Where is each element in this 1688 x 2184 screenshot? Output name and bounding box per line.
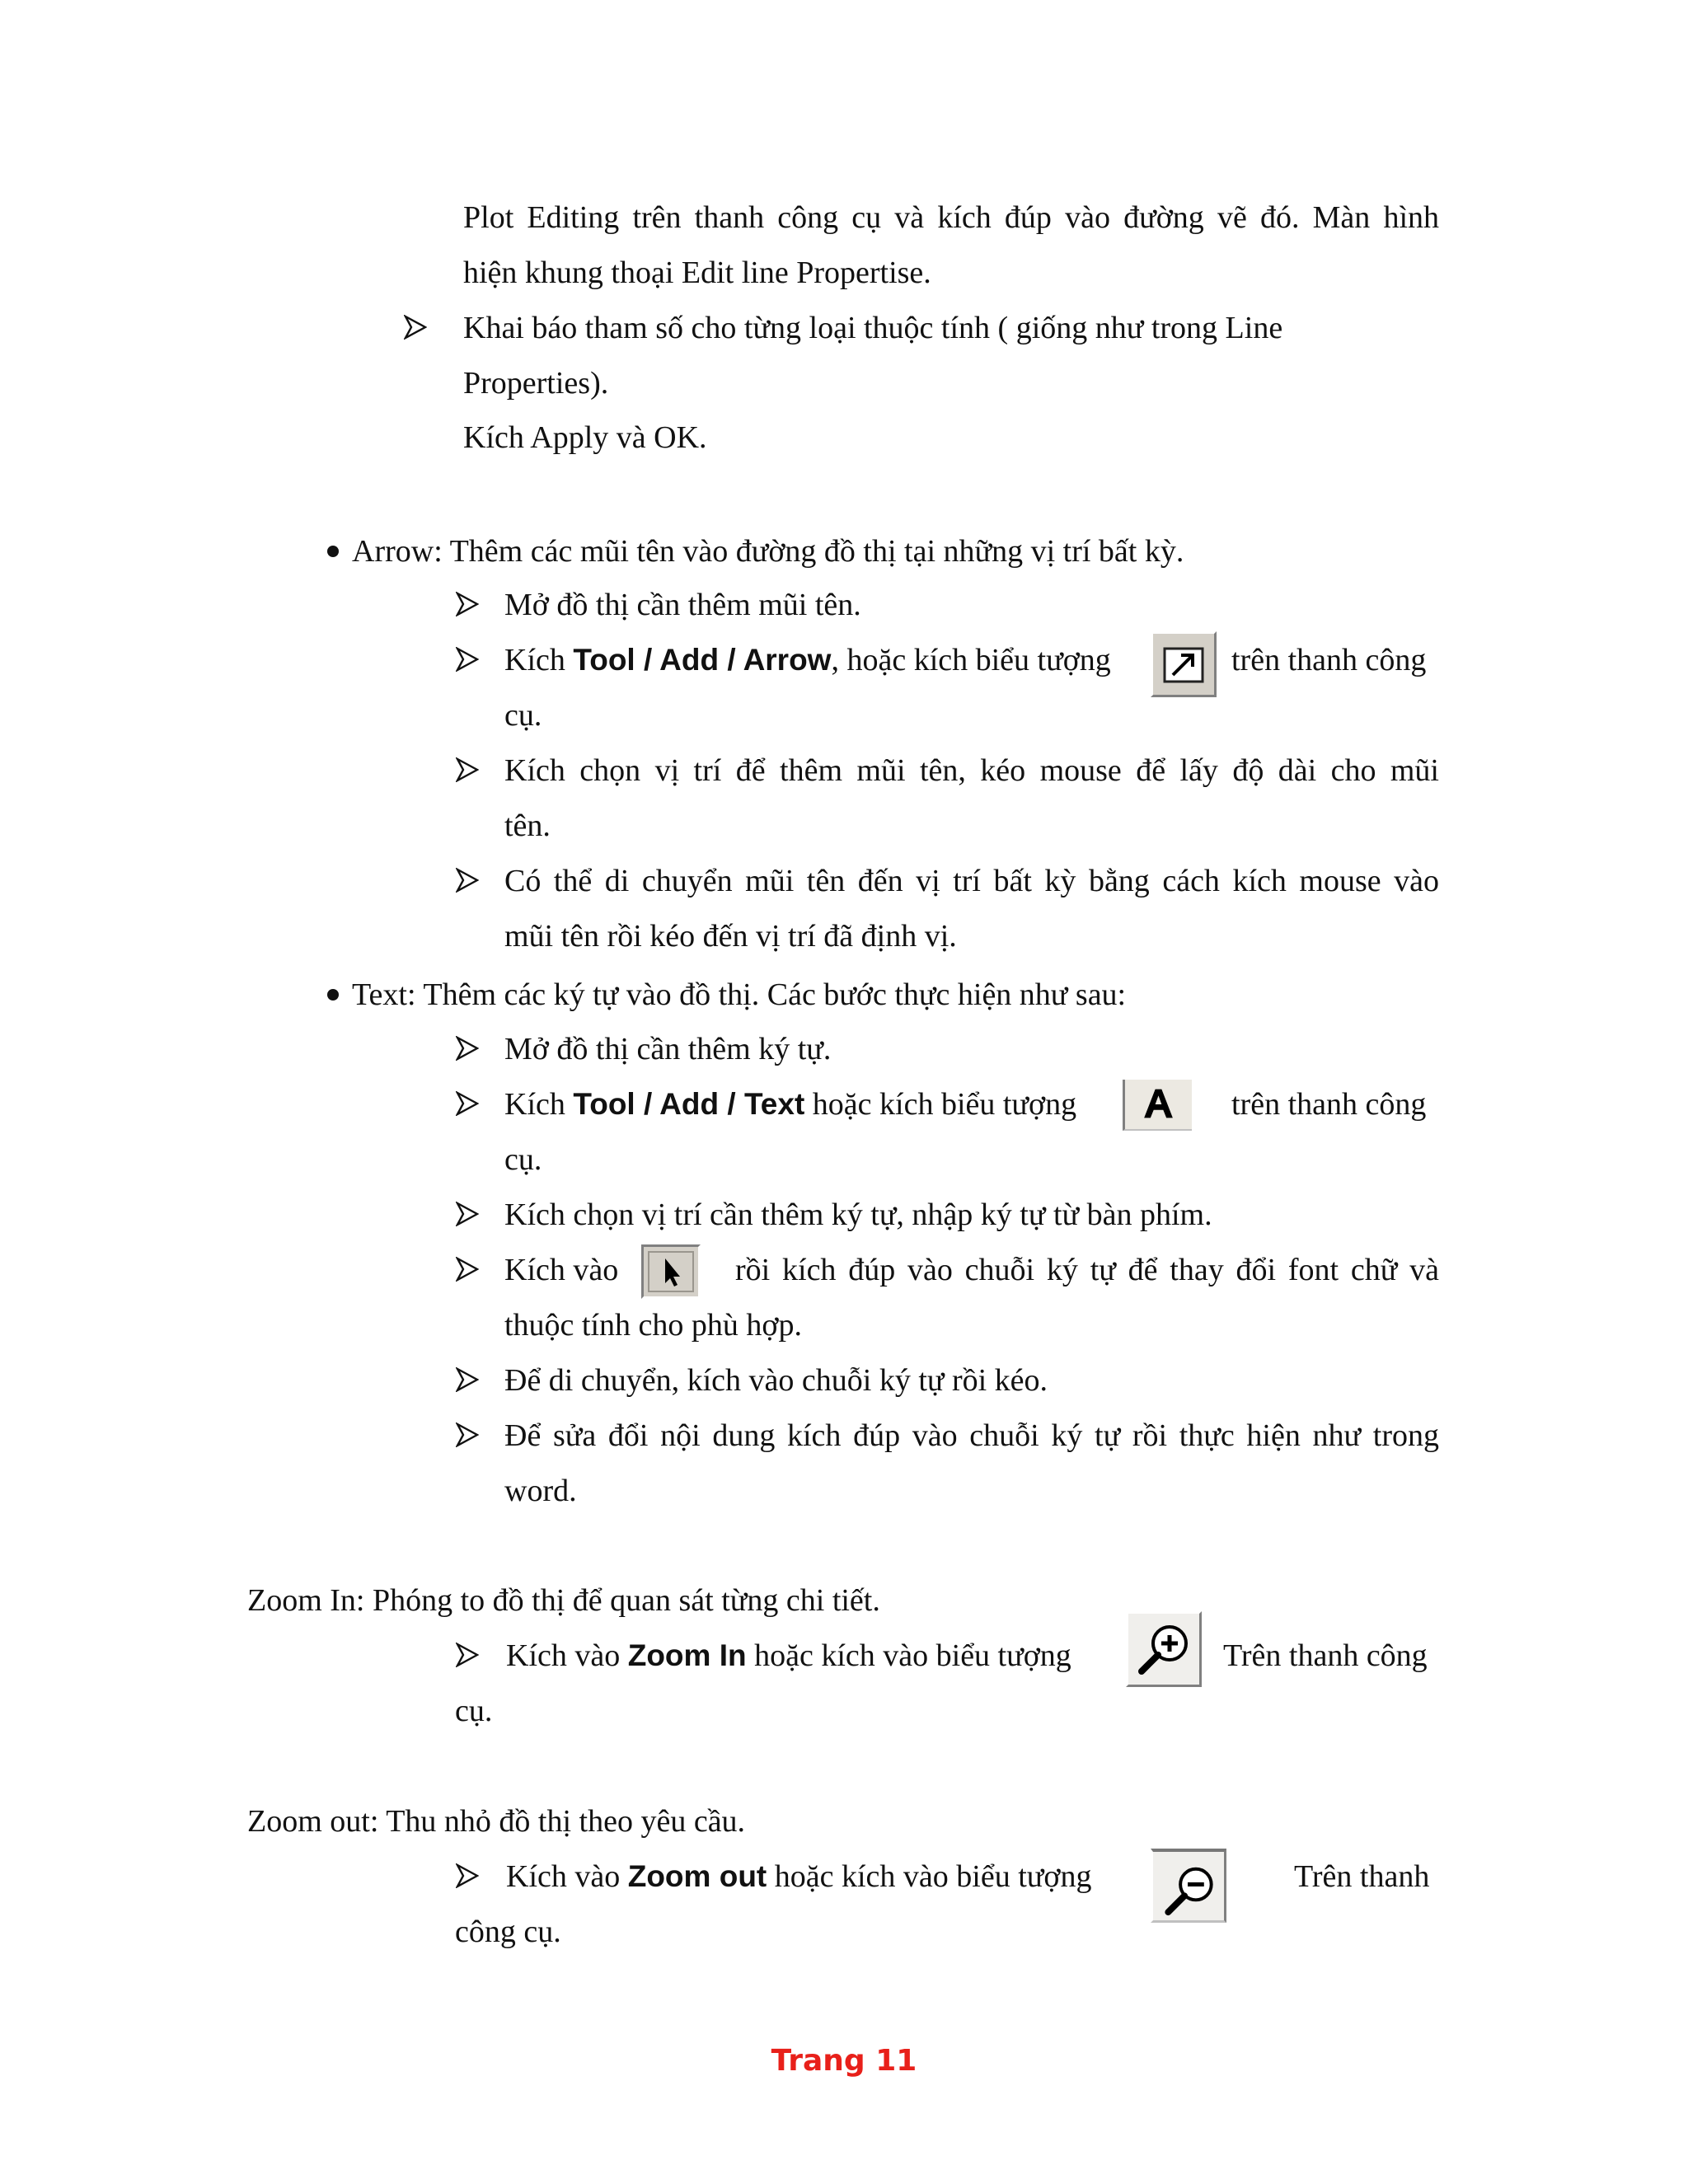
text-term: Text: bbox=[352, 977, 416, 1012]
arrow-bullet-icon bbox=[456, 1367, 479, 1392]
text-step-6-line-1: Để sửa đổi nội dung kích đúp vào chuỗi ký tự rồi thực hiện như trong bbox=[504, 1418, 1439, 1453]
text-step-3: Kích chọn vị trí cần thêm ký tự, nhập ký tự từ bàn phím. bbox=[504, 1197, 1212, 1232]
arrow-bullet-icon bbox=[456, 1202, 479, 1226]
text-section-bullet bbox=[327, 989, 339, 1001]
zoom-in-heading bbox=[247, 1581, 880, 1620]
arrow-tool-icon bbox=[1151, 631, 1217, 697]
text-step-4-pre: Kích vào bbox=[504, 1253, 619, 1287]
zoom-out-heading bbox=[247, 1802, 745, 1841]
arrow-bullet-icon bbox=[456, 1643, 479, 1667]
zoom-out-step: Kích vào Zoom out hoặc kích vào biểu tượng bbox=[506, 1859, 1092, 1894]
arrow-desc: Thêm các mũi tên vào đường đồ thị tại những vị trí bất kỳ. bbox=[442, 534, 1184, 569]
text-step-5: Để di chuyển, kích vào chuỗi ký tự rồi kéo. bbox=[504, 1363, 1048, 1398]
text-menu-path: Tool / Add / Text bbox=[573, 1087, 805, 1121]
zoom-in-step-post: Trên thanh công bbox=[1223, 1638, 1428, 1673]
text-step-2-post: trên thanh công bbox=[1231, 1087, 1427, 1122]
zoom-out-icon bbox=[1151, 1849, 1226, 1923]
text-step-4-post: rồi kích đúp vào chuỗi ký tự để thay đổi font chữ và bbox=[735, 1253, 1439, 1287]
arrow-menu-path: Tool / Add / Arrow bbox=[573, 643, 832, 677]
text-desc: Thêm các ký tự vào đồ thị. Các bước thực hiện như sau: bbox=[415, 977, 1127, 1012]
zoom-in-step-cont: cụ. bbox=[455, 1694, 493, 1728]
zoom-in-term: Zoom In: bbox=[247, 1583, 365, 1618]
intro-item-1-line-2: Properties). bbox=[463, 366, 609, 401]
arrow-step-2: Kích Tool / Add / Arrow, hoặc kích biểu tượng bbox=[504, 643, 1111, 677]
text-heading bbox=[352, 975, 1126, 1015]
arrow-step-4-line-2: mũi tên rồi kéo đến vị trí đã định vị. bbox=[504, 919, 957, 954]
arrow-bullet-icon bbox=[456, 868, 479, 893]
intro-line-3: Kích Apply và OK. bbox=[463, 420, 707, 455]
arrow-step-3-line-2: tên. bbox=[504, 808, 551, 843]
zoom-out-desc: Thu nhỏ đồ thị theo yêu cầu. bbox=[378, 1804, 746, 1839]
arrow-bullet-icon bbox=[456, 1091, 479, 1116]
arrow-bullet-icon bbox=[456, 592, 479, 616]
text-step-4-cont: thuộc tính cho phù hợp. bbox=[504, 1308, 802, 1343]
zoom-out-step-post: Trên thanh bbox=[1294, 1859, 1430, 1894]
zoom-out-step-cont: công cụ. bbox=[455, 1915, 561, 1949]
intro-line-2: hiện khung thoại Edit line Propertise. bbox=[463, 255, 931, 290]
arrow-heading bbox=[352, 532, 1184, 571]
text-step-6-line-2: word. bbox=[504, 1474, 577, 1508]
arrow-step-2-cont: cụ. bbox=[504, 698, 542, 733]
pointer-tool-icon bbox=[641, 1244, 701, 1299]
arrow-step-2-post: trên thanh công bbox=[1231, 643, 1427, 677]
zoom-in-desc: Phóng to đồ thị để quan sát từng chi tiết. bbox=[364, 1583, 880, 1618]
arrow-bullet-icon bbox=[404, 315, 427, 340]
arrow-section-bullet bbox=[327, 546, 339, 557]
arrow-bullet-icon bbox=[456, 1422, 479, 1447]
intro-item-1-line-1: Khai báo tham số cho từng loại thuộc tính ( giống như trong Line bbox=[463, 311, 1283, 345]
arrow-term: Arrow: bbox=[352, 534, 443, 569]
intro-line-1: Plot Editing trên thanh công cụ và kích đúp vào đường vẽ đó. Màn hình bbox=[463, 200, 1439, 235]
arrow-bullet-icon bbox=[456, 647, 479, 672]
arrow-bullet-icon bbox=[456, 757, 479, 782]
text-tool-icon bbox=[1123, 1080, 1192, 1131]
text-step-1: Mở đồ thị cần thêm ký tự. bbox=[504, 1032, 832, 1066]
arrow-step-1: Mở đồ thị cần thêm mũi tên. bbox=[504, 588, 861, 622]
arrow-bullet-icon bbox=[456, 1863, 479, 1888]
zoom-in-icon bbox=[1126, 1611, 1202, 1687]
zoom-in-command: Zoom In bbox=[627, 1638, 747, 1672]
zoom-out-term: Zoom out: bbox=[247, 1804, 379, 1839]
arrow-step-3-line-1: Kích chọn vị trí để thêm mũi tên, kéo mouse để lấy độ dài cho mũi bbox=[504, 753, 1439, 788]
arrow-bullet-icon bbox=[456, 1036, 479, 1061]
page-number: Trang 11 bbox=[771, 2044, 917, 2078]
text-step-2-cont: cụ. bbox=[504, 1142, 542, 1177]
zoom-in-step: Kích vào Zoom In hoặc kích vào biểu tượng bbox=[506, 1638, 1071, 1673]
arrow-bullet-icon bbox=[456, 1257, 479, 1282]
arrow-step-4-line-1: Có thể di chuyển mũi tên đến vị trí bất kỳ bằng cách kích mouse vào bbox=[504, 864, 1439, 898]
zoom-out-command: Zoom out bbox=[627, 1859, 767, 1893]
text-step-2: Kích Tool / Add / Text hoặc kích biểu tượng bbox=[504, 1087, 1077, 1122]
